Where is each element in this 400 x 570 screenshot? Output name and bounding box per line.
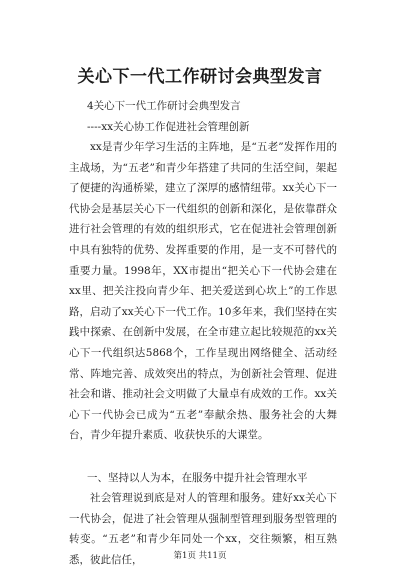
document-subtitle: 4关心下一代工作研讨会典型发言 xyxy=(87,100,241,112)
paragraph-2: 社会管理说到底是对人的管理和服务。建好xx关心下一代协会，促进了社会管理从强制型管理到服务型管理的转变。“五老”和青少年同处一个xx，交往频繁，相互熟悉，彼此信任， xyxy=(69,492,337,566)
document-subtitle-line2: ----xx关心协工作促进社会管理创新 xyxy=(87,121,250,133)
page-footer: 第1页 共11页 xyxy=(173,551,227,561)
document-title: 关心下一代工作研讨会典型发言 xyxy=(77,67,323,87)
body-section-1 xyxy=(69,137,337,446)
section-1-heading: 一、坚持以人为本，在服务中提升社会管理水平 xyxy=(87,472,308,484)
paragraph-1: xx是青少年学习生活的主阵地，是“五老”发挥作用的主战场，为“五老”和青少年搭建了共同的生活空间，架起了便捷的沟通桥梁，建立了深厚的感情纽带。xx关心下一代协会是基层关心下一代组织的创新和深化，是依靠群众进行社会管理的有效的组织形式，它在促进社会管理创新中具有独特的优势、发挥重要的作用，是一支不可替代的重要力量。1998年，XX市提出“把关心下一代协会建在xx里、把关注投向青少年、把关爱送到心坎上”的工作思路，启动了xx关心下一代工作。10多年来，我们坚持在实践中探索、在创新中发展，在全市建立起比较规范的xx关心下一代组织达5868个，工作呈现出网络健全、活动经常、阵地完善、成效突出的特点，为创新社会管理、促进社会和谐、推动社会文明做了大量卓有成效的工作。xx关心下一代协会已成为“五老”奉献余热、服务社会的大舞台，青少年提升素质、收获快乐的大课堂。 xyxy=(69,141,337,442)
